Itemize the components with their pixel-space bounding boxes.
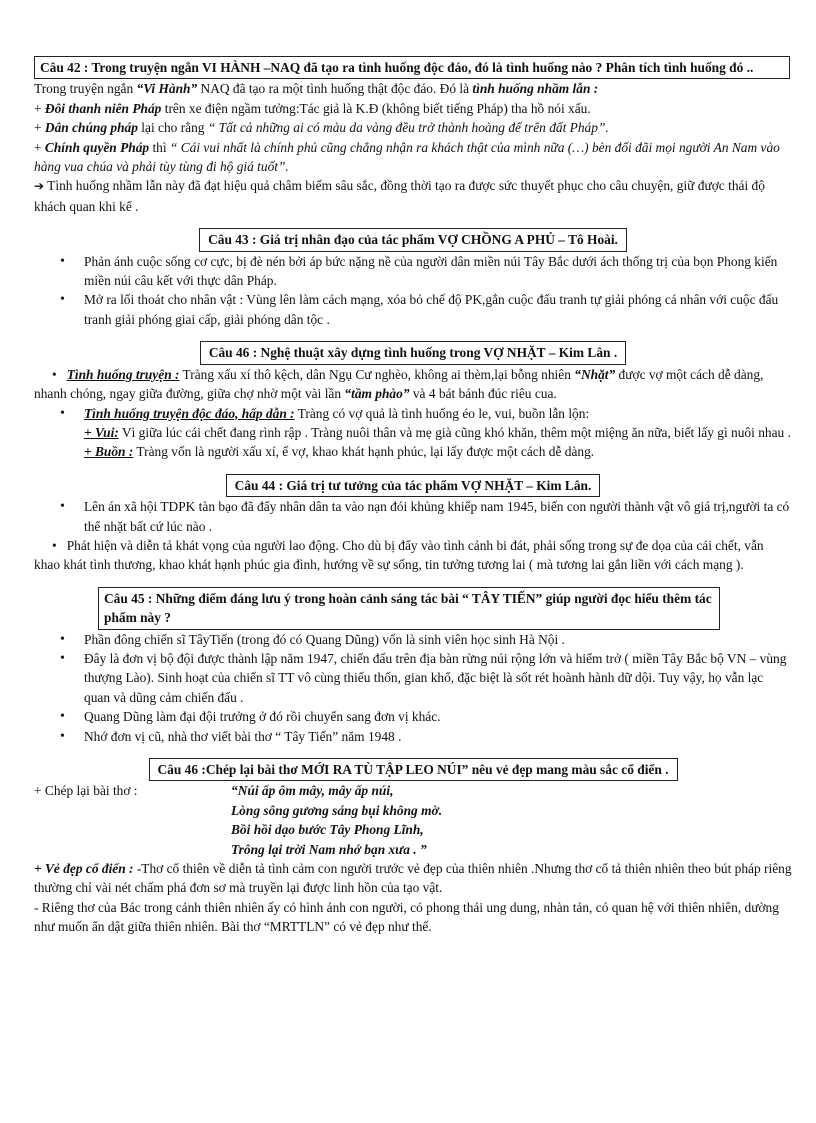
poem-line: Bồi hồi dạo bước Tây Phong Lĩnh, (231, 822, 424, 838)
list-item: • Quang Dũng làm đại đội trưởng ở đó rồi chuyển sang đơn vị khác. (34, 707, 792, 726)
list-item: • Tình huống truyện độc đáo, hấp dẫn : Tràng có vợ quả là tình huống éo le, vui, buồn lẫn lộn: (34, 404, 792, 423)
q42-title: Câu 42 : Trong truyện ngắn VI HÀNH –NAQ đã tạo ra tình huống độc đáo, đó là tình huống nào ? Phân tích tình huống đó .. (40, 60, 754, 75)
q46b-poem-row (34, 781, 792, 859)
list-item: • Mở ra lối thoát cho nhân vật : Vùng lên làm cách mạng, xóa bỏ chế độ PK,gắn cuộc đấu tranh tự giải phóng cá nhân với cuộc đấu tranh giải phóng giai cấp, giải phóng dân tộc . (34, 290, 792, 329)
poem-line: Trông lại trời Nam nhớ bạn xưa . ” (231, 841, 427, 857)
q43-title-box (199, 228, 627, 251)
q46a-list (34, 404, 792, 423)
q46b-beauty: + Vẻ đẹp cổ điển : -Thơ cổ thiên về diễn tả tình cảm con người trước vẻ đẹp của thiên nhiên .Nhưng thơ cổ tả thiên nhiên theo bút pháp riêng thường chỉ vài nét chấm phá đơn sơ mà truyền lại được linh hồn của tạo vật. (34, 861, 792, 896)
poem-line: Lòng sông gương sáng bụi không mờ. (231, 802, 443, 818)
list-item: • Phần đông chiến sĩ TâyTiến (trong đó có Quang Dũng) vốn là sinh viên học sinh Hà Nội . (34, 630, 792, 649)
q46b-title-box (149, 758, 678, 781)
q44-list (34, 497, 792, 536)
poem-line: “Núi ấp ôm mây, mây ấp núi, (231, 783, 394, 799)
list-item: • Đây là đơn vị bộ đội được thành lập năm 1947, chiến đấu trên địa bàn rừng núi rộng lớn và hiểm trở ( miền Tây Bắc bộ VN – vùng thượng Lào). Sinh hoạt của chiến sĩ TT vô cùng thiếu thốn, gian khổ, đặc biệt là sốt rét hoành hành dữ dội. Tuy vậy, họ vẫn lạc quan và dũng cảm chiến đấu . (34, 649, 792, 707)
q46a-para-1: • Tình huống truyện : Tràng xấu xí thô kệch, dân Ngụ Cư nghèo, không ai thèm,lại bỗng nhiên “Nhặt” được vợ một cách dễ dàng, nhanh chóng, ngay giữa đường, giữa chợ nhờ một vài lần “tầm phào” và 4 bát bánh đúc riêu cua. (34, 366, 764, 402)
q42-conclusion: ➔ Tình huống nhầm lẫn này đã đạt hiệu quả châm biếm sâu sắc, đồng thời tạo ra được sức thuyết phục cho câu chuyện, giữ được thái độ khách quan khi kể . (34, 178, 765, 214)
q45-title-box (98, 587, 720, 630)
q42-line-1: + Đôi thanh niên Pháp trên xe điện ngầm tưởng:Tác giả là K.Đ (không biết tiếng Pháp) tha hồ nói xấu. (34, 100, 591, 116)
q46a-buon: + Buồn : Tràng vốn là người xấu xí, ế vợ, khao khát hạnh phúc, lại lấy được một cách dễ dàng. (84, 444, 595, 460)
q44-para-2: • Phát hiện và diễn tả khát vọng của người lao động. Cho dù bị đẩy vào tình cảnh bi đát, phải sống trong sự đe dọa của cái chết, vẫn khao khát tình thương, khao khát hạnh phúc gia đình, hướng về sự sống, tin tưởng tương lai ( mà tương lai gắn liền với cách mạng ). (34, 537, 764, 573)
document-page (34, 56, 792, 937)
q44-title-box (226, 474, 601, 497)
q42-intro: Trong truyện ngắn “Vi Hành” NAQ đã tạo ra một tình huống thật độc đáo. Đó là tình huống nhầm lẫn : (34, 81, 599, 97)
q42-line-2: + Dân chúng pháp lại cho rằng “ Tất cả những ai có màu da vàng đều trở thành hoàng đế trên đất Pháp”. (34, 120, 609, 136)
q43-title: Câu 43 : Giá trị nhân đạo của tác phẩm VỢ CHỒNG A PHỦ – Tô Hoài. (208, 232, 618, 248)
q43-list (34, 252, 792, 330)
q46a-title-box (200, 341, 626, 364)
q42-title-box (34, 56, 790, 79)
q46a-title: Câu 46 : Nghệ thuật xây dựng tình huống trong VỢ NHẶT – Kim Lân . (208, 345, 618, 361)
q45-list (34, 630, 792, 746)
list-item: • Nhớ đơn vị cũ, nhà thơ viết bài thơ “ Tây Tiến” năm 1948 . (34, 727, 792, 746)
q44-title: Câu 44 : Giá trị tư tưởng của tác phẩm VỢ NHẶT – Kim Lân. (234, 477, 592, 493)
q46b-title: Câu 46 :Chép lại bài thơ MỚI RA TÙ TẬP LEO NÚI” nêu vẻ đẹp mang màu sắc cổ điển . (157, 762, 669, 777)
q42-line-3: + Chính quyền Pháp thì “ Cái vui nhất là chính phủ cũng chẳng nhận ra khách thật của mình nữa (…) bèn đối đãi mọi người An Nam vào hàng vua chúa và phải tùy tùng đi hộ giá tuốt”. (34, 139, 780, 175)
list-item: • Lên án xã hội TDPK tàn bạo đã đẩy nhân dân ta vào nạn đói khủng khiếp nam 1945, biến con người thành vật vô giá trị,người ta có thể nhặt bất cứ lúc nào . (34, 497, 792, 536)
q46a-vui: + Vui: Vì giữa lúc cái chết đang rình rập . Tràng nuôi thân và mẹ già cũng khó khăn, thêm một miệng ăn nữa, biết lấy gì nuôi nhau . (84, 424, 791, 440)
list-item: • Phản ánh cuộc sống cơ cực, bị đè nén bởi áp bức nặng nề của người dân miền núi Tây Bắc dưới ách thống trị của bọn Phong kiến miền núi câu kết với thực dân Pháp. (34, 252, 792, 291)
poem (231, 781, 442, 859)
poem-label: + Chép lại bài thơ : (34, 783, 138, 799)
arrow-right-icon: ➔ (34, 179, 45, 194)
q46b-last: - Riêng thơ của Bác trong cảnh thiên nhiên ấy có hình ảnh con người, có phong thái ung dung, nhàn tản, có quan hệ với thiên nhiên, dường như muốn ẩn dật giữa thiên nhiên. Bài thơ “MRTTLN” có vẻ đẹp như thế. (34, 899, 779, 935)
q45-title: Câu 45 : Những điểm đáng lưu ý trong hoàn cảnh sáng tác bài “ TÂY TIẾN” giúp người đọc hiểu thêm tác phẩm này ? (104, 590, 712, 626)
